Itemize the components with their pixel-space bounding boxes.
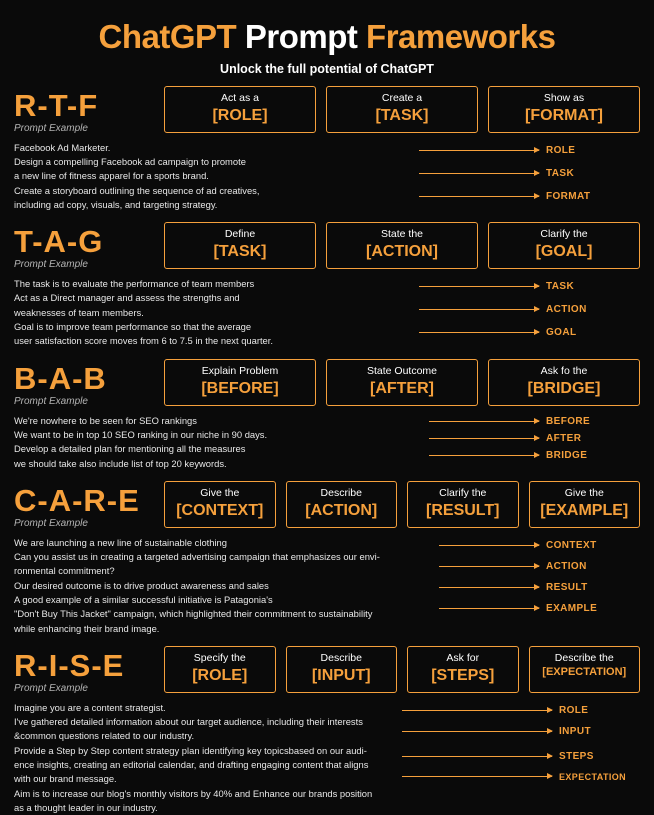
card-prefix-label: Describe the xyxy=(554,651,614,664)
framework-card[interactable] xyxy=(326,86,478,133)
legend-group xyxy=(402,701,632,815)
card-prefix-label: Clarify the xyxy=(439,486,487,499)
framework-card[interactable] xyxy=(488,359,640,406)
legend-row xyxy=(402,168,632,179)
framework-card[interactable] xyxy=(488,222,640,269)
framework-card[interactable] xyxy=(164,86,316,133)
framework-label xyxy=(14,481,164,529)
framework-card[interactable] xyxy=(164,646,276,693)
card-key-token: [TASK] xyxy=(375,106,429,124)
title-part-prompt: Prompt xyxy=(244,18,367,55)
legend-row xyxy=(402,281,632,292)
example-line: We want to be in top 10 SEO ranking in our niche in 90 days. xyxy=(14,428,268,440)
example-text xyxy=(14,536,434,636)
framework-sublabel: Prompt Example xyxy=(14,682,88,694)
card-prefix-label: Clarify the xyxy=(540,228,588,241)
framework-section xyxy=(0,222,654,348)
example-line: A good example of a similar successful initiative is Patagonia's xyxy=(14,593,273,605)
example-block xyxy=(14,141,640,212)
legend-label: BEFORE xyxy=(546,415,591,427)
framework-label xyxy=(14,359,164,407)
legend-arrow-icon xyxy=(429,455,539,456)
legend-row xyxy=(402,416,632,427)
framework-cards xyxy=(164,646,640,693)
card-key-token: [FORMAT] xyxy=(525,106,603,124)
legend-arrow-icon xyxy=(429,421,539,422)
legend-label: ACTION xyxy=(546,304,587,316)
example-line: Aim is to increase our blog's monthly visitors by 40% and Enhance our brands position xyxy=(14,787,373,799)
framework-header-row xyxy=(14,481,640,529)
framework-acronym: R-T-F xyxy=(14,87,99,123)
example-line: while enhancing their brand image. xyxy=(14,622,160,634)
legend-row xyxy=(402,561,632,572)
example-text xyxy=(14,277,434,348)
framework-acronym: T-A-G xyxy=(14,224,104,260)
legend-arrow-icon xyxy=(419,173,539,174)
card-key-token: [ACTION] xyxy=(366,243,438,261)
card-key-token: [ACTION] xyxy=(305,501,378,519)
card-prefix-label: Act as a xyxy=(221,91,259,104)
legend-group xyxy=(402,277,632,348)
example-line: weaknesses of team members. xyxy=(14,306,144,318)
card-key-token: [ROLE] xyxy=(212,106,268,124)
card-key-token: [AFTER] xyxy=(370,379,434,397)
example-line: I've gathered detailed information about our target audience, including their interests xyxy=(14,716,363,728)
legend-group xyxy=(402,536,632,636)
legend-label: CONTEXT xyxy=(546,539,597,551)
legend-arrow-icon xyxy=(419,196,539,197)
framework-header-row xyxy=(14,359,640,407)
legend-label: TASK xyxy=(546,167,575,179)
example-line: we should take also include list of top 20 keywords. xyxy=(14,457,227,469)
example-line: We're nowhere to be seen for SEO rankings xyxy=(14,414,197,426)
example-line: ronmental commitment? xyxy=(14,565,115,577)
framework-card[interactable] xyxy=(529,481,641,528)
example-line: Imagine you are a content strategist. xyxy=(14,701,166,713)
legend-arrow-icon xyxy=(402,731,552,732)
example-block xyxy=(14,414,640,471)
legend-row xyxy=(402,772,632,782)
header xyxy=(0,0,654,76)
example-line: with our brand message. xyxy=(14,773,117,785)
example-line: Create a storyboard outlining the sequence of ad creatives, xyxy=(14,184,260,196)
framework-acronym: B-A-B xyxy=(14,360,107,396)
legend-label: AFTER xyxy=(546,432,582,444)
page-title xyxy=(0,20,654,55)
card-prefix-label: Describe xyxy=(320,486,362,499)
legend-group xyxy=(402,414,632,471)
legend-label: EXPECTATION xyxy=(559,771,627,782)
card-prefix-label: Create a xyxy=(381,91,423,104)
example-line: including ad copy, visuals, and targeting strategy. xyxy=(14,198,218,210)
card-key-token: [TASK] xyxy=(213,243,267,261)
legend-row xyxy=(402,705,632,716)
legend-arrow-icon xyxy=(439,587,539,588)
example-line: Develop a detailed plan for mentioning all the measures xyxy=(14,443,246,455)
framework-card[interactable] xyxy=(164,222,316,269)
legend-row xyxy=(402,433,632,444)
framework-sublabel: Prompt Example xyxy=(14,517,88,529)
example-block xyxy=(14,701,640,815)
card-key-token: [RESULT] xyxy=(426,501,500,519)
framework-section xyxy=(0,359,654,471)
legend-arrow-icon xyxy=(402,756,552,757)
example-line: We are launching a new line of sustainable clothing xyxy=(14,536,227,548)
framework-cards xyxy=(164,222,640,269)
legend-arrow-icon xyxy=(402,710,552,711)
example-line: Design a compelling Facebook ad campaign to promote xyxy=(14,155,246,167)
legend-label: GOAL xyxy=(546,327,577,339)
card-key-token: [CONTEXT] xyxy=(176,501,264,519)
example-text xyxy=(14,414,434,471)
legend-row xyxy=(402,304,632,315)
legend-label: TASK xyxy=(546,281,575,293)
card-prefix-label: Give the xyxy=(564,486,604,499)
example-line: Our desired outcome is to drive product awareness and sales xyxy=(14,579,269,591)
legend-arrow-icon xyxy=(419,309,539,310)
legend-arrow-icon xyxy=(429,438,539,439)
frameworks-container xyxy=(0,86,654,815)
framework-card[interactable] xyxy=(326,222,478,269)
legend-label: RESULT xyxy=(546,581,588,593)
framework-label xyxy=(14,86,164,134)
example-line: ence insights, creating an editorial calendar, and drafting engaging content that aligns xyxy=(14,759,369,771)
legend-row xyxy=(402,191,632,202)
legend-arrow-icon xyxy=(439,608,539,609)
framework-section xyxy=(0,646,654,815)
card-key-token: [GOAL] xyxy=(535,243,593,261)
framework-sublabel: Prompt Example xyxy=(14,259,88,271)
card-prefix-label: Show as xyxy=(543,91,585,104)
title-part-frameworks: Frameworks xyxy=(366,18,556,55)
example-line: user satisfaction score moves from 6 to 7.5 in the next quarter. xyxy=(14,335,273,347)
card-prefix-label: State the xyxy=(380,228,424,241)
framework-cards xyxy=(164,359,640,406)
framework-label xyxy=(14,222,164,270)
card-key-token: [BRIDGE] xyxy=(527,379,601,397)
framework-card[interactable] xyxy=(488,86,640,133)
framework-header-row xyxy=(14,86,640,134)
example-line: Provide a Step by Step content strategy plan identifying key topicsbased on our audi- xyxy=(14,744,367,756)
card-prefix-label: Describe xyxy=(320,651,362,664)
framework-section xyxy=(0,481,654,636)
card-prefix-label: Define xyxy=(224,228,256,241)
example-line: The task is to evaluate the performance of team members xyxy=(14,278,255,290)
framework-acronym: C-A-R-E xyxy=(14,482,140,518)
title-part-chatgpt: ChatGPT xyxy=(98,18,245,55)
page-subtitle: Unlock the full potential of ChatGPT xyxy=(220,61,434,76)
framework-card[interactable] xyxy=(286,646,398,693)
example-text xyxy=(14,141,434,212)
legend-row xyxy=(402,603,632,614)
example-line: "Don't Buy This Jacket" campaign, which highlighted their commitment to sustainability xyxy=(14,608,373,620)
framework-sublabel: Prompt Example xyxy=(14,122,88,134)
example-block xyxy=(14,277,640,348)
legend-label: BRIDGE xyxy=(546,449,588,461)
legend-arrow-icon xyxy=(439,566,539,567)
framework-cards xyxy=(164,481,640,528)
legend-label: ROLE xyxy=(546,144,576,156)
legend-label: STEPS xyxy=(559,750,594,762)
framework-card[interactable] xyxy=(286,481,398,528)
example-line: a new line of fitness apparel for a sports brand. xyxy=(14,170,209,182)
legend-arrow-icon xyxy=(439,545,539,546)
legend-row xyxy=(402,582,632,593)
legend-row xyxy=(402,751,632,762)
card-key-token: [EXPECTATION] xyxy=(542,666,627,678)
card-key-token: [BEFORE] xyxy=(201,379,279,397)
example-text xyxy=(14,701,434,815)
framework-card[interactable] xyxy=(164,359,316,406)
legend-row xyxy=(402,726,632,737)
framework-card[interactable] xyxy=(164,481,276,528)
card-prefix-label: Explain Problem xyxy=(201,364,279,377)
legend-group xyxy=(402,141,632,212)
framework-header-row xyxy=(14,646,640,694)
legend-label: EXAMPLE xyxy=(546,602,598,614)
example-block xyxy=(14,536,640,636)
card-key-token: [INPUT] xyxy=(311,667,371,684)
example-line: Act as a Direct manager and assess the strengths and xyxy=(14,292,240,304)
card-prefix-label: Ask fo the xyxy=(540,364,588,377)
card-prefix-label: State Outcome xyxy=(366,364,438,377)
legend-row xyxy=(402,540,632,551)
legend-label: FORMAT xyxy=(546,190,591,202)
framework-card[interactable] xyxy=(407,646,519,693)
framework-card[interactable] xyxy=(326,359,478,406)
legend-arrow-icon xyxy=(419,332,539,333)
legend-label: ROLE xyxy=(559,704,589,716)
card-key-token: [STEPS] xyxy=(431,667,495,684)
framework-cards xyxy=(164,86,640,133)
example-line: as a thought leader in our industry. xyxy=(14,801,158,813)
framework-section xyxy=(0,86,654,212)
legend-arrow-icon xyxy=(402,776,552,777)
framework-acronym: R-I-S-E xyxy=(14,647,125,683)
legend-row xyxy=(402,145,632,156)
framework-card[interactable] xyxy=(407,481,519,528)
example-line: Can you assist us in creating a targeted advertising campaign that emphasizes our envi- xyxy=(14,551,380,563)
framework-header-row xyxy=(14,222,640,270)
example-line: Goal is to improve team performance so that the average xyxy=(14,321,252,333)
framework-card[interactable] xyxy=(529,646,641,693)
legend-row xyxy=(402,327,632,338)
card-key-token: [EXAMPLE] xyxy=(540,501,629,519)
legend-label: ACTION xyxy=(546,560,587,572)
legend-row xyxy=(402,450,632,461)
legend-label: INPUT xyxy=(559,725,591,737)
card-prefix-label: Ask for xyxy=(446,651,480,664)
card-key-token: [ROLE] xyxy=(192,667,248,684)
card-prefix-label: Specify the xyxy=(193,651,246,664)
card-prefix-label: Give the xyxy=(200,486,240,499)
example-line: Facebook Ad Marketer. xyxy=(14,141,111,153)
legend-arrow-icon xyxy=(419,286,539,287)
framework-label xyxy=(14,646,164,694)
framework-sublabel: Prompt Example xyxy=(14,395,88,407)
legend-arrow-icon xyxy=(419,150,539,151)
example-line: &common questions related to our industry. xyxy=(14,730,195,742)
